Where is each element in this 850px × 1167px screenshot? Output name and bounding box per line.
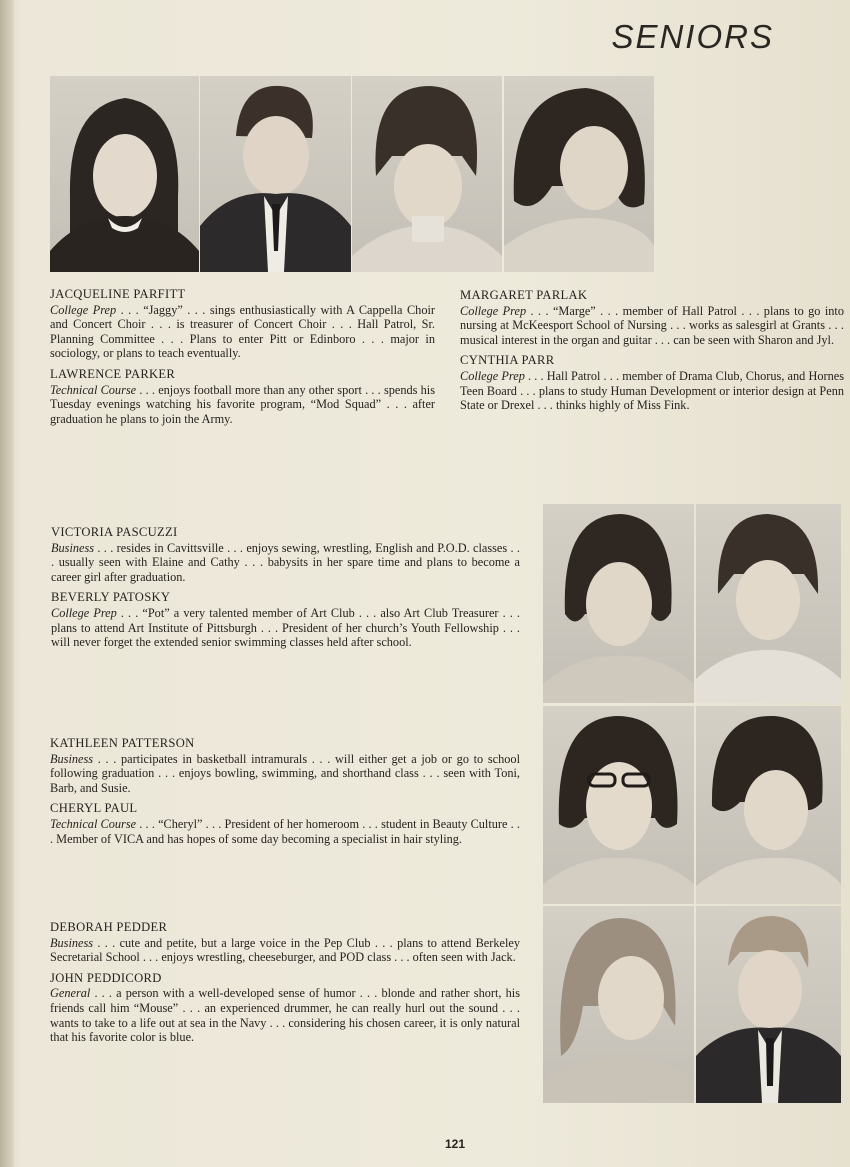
entry-kathleen-patterson <box>50 736 520 852</box>
entry-text: . . . Hall Patrol . . . member of Drama Club, Chorus, and Hornes Teen Board . . . plans to study Human Development or interior design at Penn State or Drexel . . . thinks highly of Miss Fink. <box>460 368 844 413</box>
portrait-kathleen-patterson <box>543 706 694 904</box>
entry-name: JOHN PEDDICORD <box>50 970 162 985</box>
entry-text: . . . a person with a well-developed sense of humor . . . blonde and rather short, his friends call him “Mouse” . . . an experienced drummer, he can really hurl out the sound . . . wants to take to a life out at sea in the Navy . . . considering his chosen career, it is only natural that his favorite color is blue. <box>50 986 520 1045</box>
entry-cynthia-parr <box>460 353 844 412</box>
entry-lawrence-parker <box>50 367 435 426</box>
entry-margaret-parlak <box>460 288 844 419</box>
entry-name: BEVERLY PATOSKY <box>51 590 171 605</box>
entry-course: College Prep <box>51 605 117 620</box>
entry-text: . . . “Cheryl” . . . President of her homeroom . . . student in Beauty Culture . . . Member of VICA and has hopes of some day becoming a specialist in hair styling. <box>50 816 520 846</box>
entry-name: MARGARET PARLAK <box>460 288 588 302</box>
entry-name: CYNTHIA PARR <box>460 353 555 368</box>
entry-victoria-pascuzzi <box>51 525 520 656</box>
entry-name: DEBORAH PEDDER <box>50 920 168 934</box>
entry-text: . . . enjoys football more than any other sport . . . spends his Tuesday evenings watching his favorite program, “Mod Squad” . . . after graduation he plans to join the Army. <box>50 382 435 426</box>
portrait-deborah-pedder <box>543 906 694 1103</box>
entry-course: General <box>50 986 91 1001</box>
entry-name: VICTORIA PASCUZZI <box>51 525 178 539</box>
entry-course: College Prep <box>460 303 527 318</box>
portrait-beverly-patosky <box>696 504 841 703</box>
entry-text: . . . resides in Cavittsville . . . enjoys sewing, wrestling, English and P.O.D. classes . . . usually seen with Elaine and Cathy . . . babysits in her spare time and plans to become a career girl after graduation. <box>51 540 520 584</box>
entry-text: . . . cute and petite, but a large voice in the Pep Club . . . plans to attend Berkeley Secretarial School . . . enjoys wrestling, cheeseburger, and POD class . . . often seen with Jack. <box>50 935 520 965</box>
entry-deborah-pedder <box>50 920 520 1051</box>
entry-name: CHERYL PAUL <box>50 801 138 816</box>
page-spine-shadow <box>0 0 14 1167</box>
entry-course: Technical Course <box>50 382 137 397</box>
page-title: SENIORS <box>611 18 774 55</box>
portrait-cynthia-parr <box>352 76 502 272</box>
entry-name: KATHLEEN PATTERSON <box>50 736 195 750</box>
entry-course: Business <box>50 751 94 766</box>
entry-name: JACQUELINE PARFITT <box>50 287 186 301</box>
portrait-victoria-pascuzzi <box>543 504 694 703</box>
portrait-margaret-parlak <box>504 76 654 272</box>
entry-text: . . . participates in basketball intramurals . . . will either get a job or go to school following graduation . . . enjoys bowling, swimming, and shorthand class . . . seen with Toni, Barb, and Susie. <box>50 751 520 795</box>
portrait-cheryl-paul <box>696 706 841 904</box>
entry-cheryl-paul <box>50 801 520 846</box>
entry-name: LAWRENCE PARKER <box>50 366 176 381</box>
entry-course: College Prep <box>460 368 525 383</box>
entry-text: . . . “Jaggy” . . . sings enthusiastically with A Cappella Choir and Concert Choir . . . is treasurer of Concert Choir . . . Hall Patrol, Sr. Planning Committee . . . Plans to enter Pitt or Edinboro . . . major in sociology, or plans to teach eventually. <box>50 302 435 361</box>
entry-text: . . . “Marge” . . . member of Hall Patrol . . . plans to go into nursing at McKeesport School of Nursing . . . works as salesgirl at Grants . . . musical interest in the organ and guitar . . . can be seen with Sharon and Jyl. <box>460 303 844 347</box>
entry-jacqueline-parfitt <box>50 287 435 432</box>
entry-beverly-patosky <box>51 590 520 649</box>
portrait-lawrence-parker <box>200 76 351 272</box>
entry-course: College Prep <box>50 302 117 317</box>
page-number: 121 <box>444 1137 466 1151</box>
entry-text: . . . “Pot” a very talented member of Art Club . . . also Art Club Treasurer . . . plans to attend Art Institute of Pittsburgh . . . President of her church’s Youth Fellowship . . . will never forget the extended senior swimming classes held after school. <box>51 605 520 650</box>
portrait-john-peddicord <box>696 906 841 1103</box>
entry-course: Business <box>50 935 94 950</box>
entry-course: Business <box>51 540 95 555</box>
entry-john-peddicord <box>50 971 520 1045</box>
portrait-jacqueline-parfitt <box>50 76 199 272</box>
entry-course: Technical Course <box>50 816 137 831</box>
